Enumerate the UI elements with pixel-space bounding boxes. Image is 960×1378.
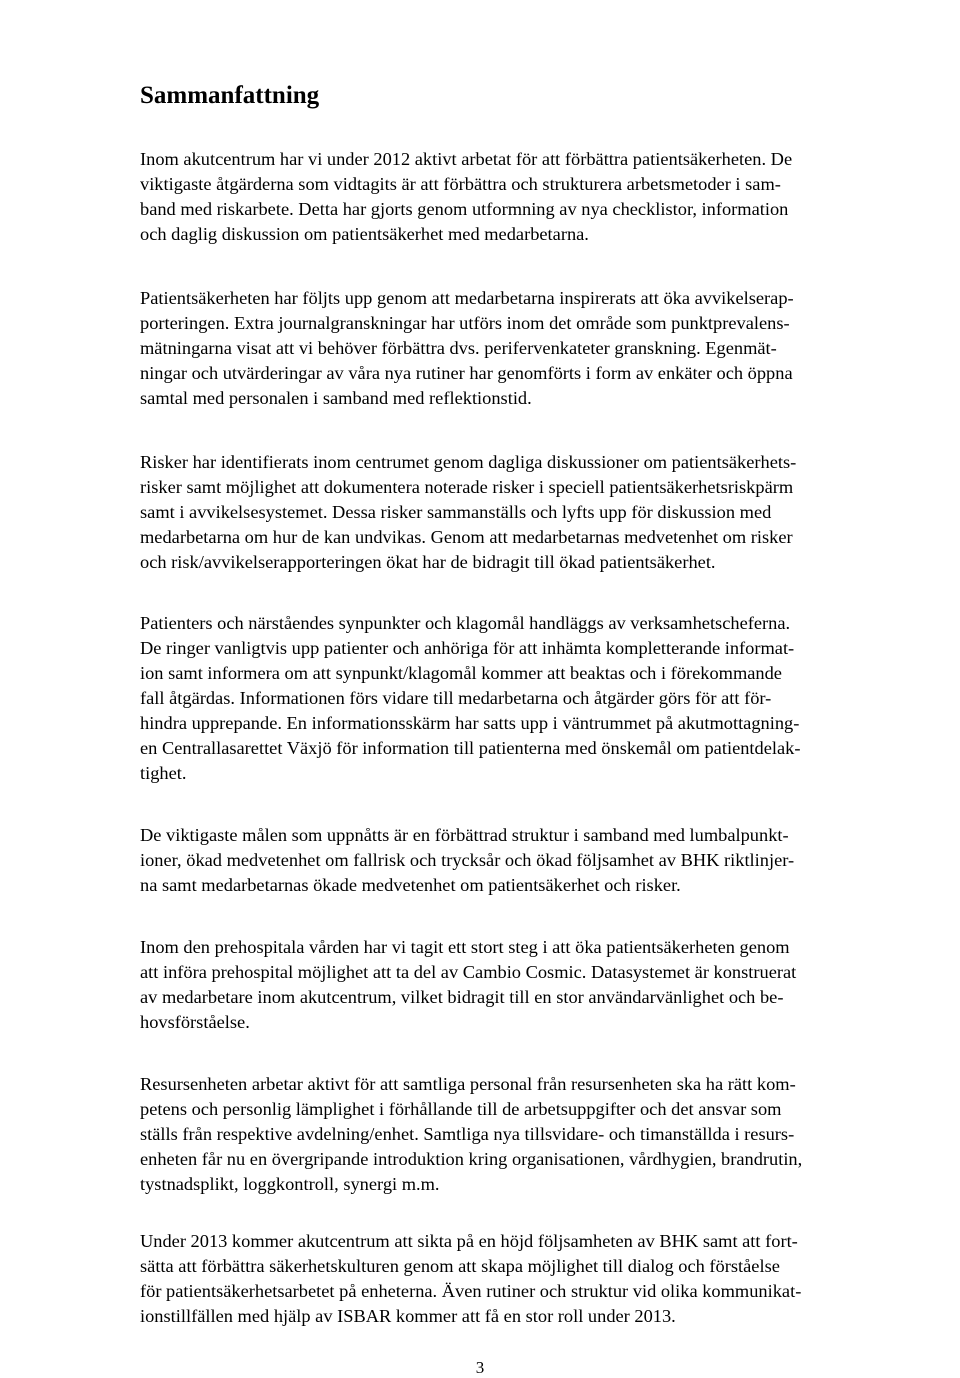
text-line: Resursenheten arbetar aktivt för att samtliga personal från resursenheten ska ha rätt kom- <box>140 1074 796 1094</box>
text-line: band med riskarbete. Detta har gjorts genom utformning av nya checklistor, information <box>140 199 789 219</box>
text-line: och risk/avvikelserapporteringen ökat har de bidragit till ökad patientsäkerhet. <box>140 552 716 572</box>
text-line: Patienters och närståendes synpunkter och klagomål handläggs av verksamhetscheferna. <box>140 613 791 633</box>
text-line: Under 2013 kommer akutcentrum att sikta på en höjd följsamheten av BHK samt att fort- <box>140 1231 798 1251</box>
text-line: De viktigaste målen som uppnåtts är en förbättrad struktur i samband med lumbalpunkt- <box>140 825 789 845</box>
text-line: medarbetarna om hur de kan undvikas. Genom att medarbetarnas medvetenhet om risker <box>140 527 793 547</box>
text-line: ställs från respektive avdelning/enhet. Samtliga nya tillsvidare- och timanställda i resurs- <box>140 1124 795 1144</box>
paragraph-summary-intro <box>140 147 930 247</box>
paragraph-prehospital <box>140 935 930 1035</box>
text-line: ion samt informera om att synpunkt/klagomål kommer att beaktas och i förekommande <box>140 663 782 683</box>
text-line: sätta att förbättra säkerhetskulturen genom att skapa möjlighet till dialog och förståelse <box>140 1256 780 1276</box>
text-line: viktigaste åtgärderna som vidtagits är att förbättra och strukturera arbetsmetoder i sam- <box>140 174 781 194</box>
text-line: enheten får nu en övergripande introduktion kring organisationen, vårdhygien, brandrutin, <box>140 1149 803 1169</box>
text-line: att införa prehospital möjlighet att ta del av Cambio Cosmic. Datasystemet är konstruerat <box>140 962 797 982</box>
paragraph-goals-achieved <box>140 823 930 898</box>
text-line: risker samt möjlighet att dokumentera noterade risker i speciell patientsäkerhetsriskpärm <box>140 477 794 497</box>
section-heading: Sammanfattning <box>140 82 320 109</box>
text-line: Risker har identifierats inom centrumet genom dagliga diskussioner om patientsäkerhets- <box>140 452 797 472</box>
text-line: en Centrallasarettet Växjö för information till patienterna med önskemål om patientdelak- <box>140 738 801 758</box>
text-line: Inom akutcentrum har vi under 2012 aktivt arbetat för att förbättra patientsäkerheten. De <box>140 149 793 169</box>
text-line: samtal med personalen i samband med reflektionstid. <box>140 388 532 408</box>
text-line: ioner, ökad medvetenhet om fallrisk och trycksår och ökad följsamhet av BHK riktlinjer- <box>140 850 795 870</box>
text-line: fall åtgärdas. Informationen förs vidare till medarbetarna och åtgärder görs för att för- <box>140 688 772 708</box>
text-line: samt i avvikelsesystemet. Dessa risker sammanställs och lyfts upp för diskussion med <box>140 502 772 522</box>
text-line: De ringer vanligtvis upp patienter och anhöriga för att inhämta kompletterande informat- <box>140 638 795 658</box>
page-number: 3 <box>475 1358 485 1377</box>
text-line: na samt medarbetarnas ökade medvetenhet om patientsäkerhet och risker. <box>140 875 681 895</box>
text-line: hindra upprepande. En informationsskärm har satts upp i väntrummet på akutmottagning- <box>140 713 800 733</box>
text-line: mätningarna visat att vi behöver förbättra dvs. perifervenkateter granskning. Egenmät- <box>140 338 777 358</box>
text-line: tighet. <box>140 763 187 783</box>
text-line: ningar och utvärderingar av våra nya rutiner har genomförts i form av enkäter och öppna <box>140 363 793 383</box>
text-line: Patientsäkerheten har följts upp genom att medarbetarna inspirerats att öka avvikelserap- <box>140 288 794 308</box>
text-line: för patientsäkerhetsarbetet på enheterna. Även rutiner och struktur vid olika kommunikat- <box>140 1281 802 1301</box>
text-line: Inom den prehospitala vården har vi tagit ett stort steg i att öka patientsäkerheten genom <box>140 937 790 957</box>
text-line: porteringen. Extra journalgranskningar har utförs inom det område som punktprevalens- <box>140 313 790 333</box>
text-line: petens och personlig lämplighet i förhållande till de arbetsuppgifter och det ansvar som <box>140 1099 782 1119</box>
text-line: av medarbetare inom akutcentrum, vilket bidragit till en stor användarvänlighet och be- <box>140 987 784 1007</box>
text-line: och daglig diskussion om patientsäkerhet med medarbetarna. <box>140 224 589 244</box>
paragraph-complaints <box>140 611 930 786</box>
paragraph-follow-up <box>140 286 930 411</box>
paragraph-resource-unit <box>140 1072 930 1197</box>
text-line: hovsförståelse. <box>140 1012 250 1032</box>
text-line: ionstillfällen med hjälp av ISBAR kommer att få en stor roll under 2013. <box>140 1306 676 1326</box>
paragraph-plans-2013 <box>140 1229 930 1329</box>
paragraph-risks <box>140 450 930 575</box>
text-line: tystnadsplikt, loggkontroll, synergi m.m. <box>140 1174 440 1194</box>
